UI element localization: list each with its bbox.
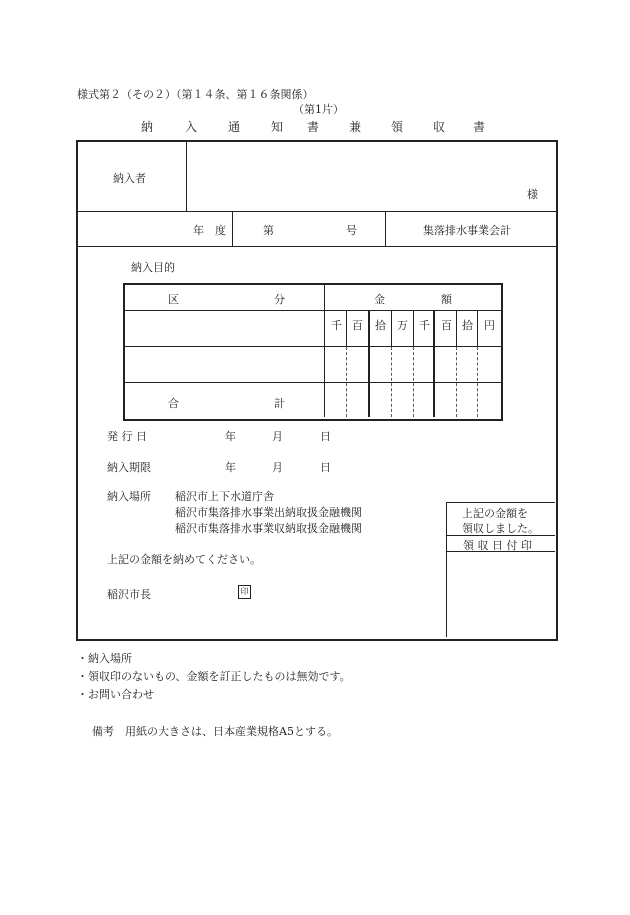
title-char: 書 bbox=[307, 120, 320, 134]
divider bbox=[385, 212, 386, 247]
note-item: ・納入場所 bbox=[77, 652, 132, 665]
receipt-stamp-area[interactable] bbox=[448, 553, 554, 635]
receipt-divider bbox=[446, 502, 447, 637]
title-char: 収 bbox=[433, 120, 446, 134]
title-char: 納 bbox=[141, 120, 154, 134]
total-label: 計 bbox=[274, 397, 285, 410]
due-day: 日 bbox=[320, 461, 331, 474]
copy-label: （第1片） bbox=[293, 103, 344, 116]
due-month: 月 bbox=[272, 461, 283, 474]
divider bbox=[78, 211, 556, 212]
number-prefix: 第 bbox=[263, 224, 274, 237]
payer-name-field[interactable] bbox=[190, 145, 515, 207]
purpose-label: 納入目的 bbox=[131, 261, 175, 274]
payer-label: 納入者 bbox=[113, 172, 146, 185]
digit-label: 万 bbox=[397, 319, 408, 332]
title-char: 通 bbox=[228, 120, 241, 134]
total-label: 合 bbox=[168, 397, 179, 410]
title-char: 知 bbox=[271, 120, 284, 134]
amount-header: 額 bbox=[441, 293, 452, 306]
receipt-divider bbox=[446, 502, 555, 503]
note-item: ・お問い合わせ bbox=[77, 688, 154, 701]
receipt-stamp-label: 領 収 日 付 印 bbox=[463, 539, 532, 552]
issue-date-label: 発 行 日 bbox=[107, 430, 147, 443]
mayor-seal: 印 bbox=[238, 585, 251, 599]
note-item: ・領収印のないもの、金額を訂正したものは無効です。 bbox=[77, 670, 351, 683]
title-char: 書 bbox=[473, 120, 486, 134]
payer-honorific: 様 bbox=[527, 188, 538, 201]
receipt-text: 上記の金額を bbox=[462, 507, 528, 520]
fiscal-year-label: 年 度 bbox=[193, 224, 226, 237]
table-line bbox=[456, 311, 457, 346]
divider bbox=[78, 246, 556, 247]
digit-label: 百 bbox=[352, 319, 363, 332]
table-line bbox=[413, 311, 414, 346]
amount-input[interactable] bbox=[327, 349, 499, 380]
divider bbox=[186, 142, 187, 212]
due-date-label: 納入期限 bbox=[107, 461, 151, 474]
digit-label: 千 bbox=[419, 319, 430, 332]
table-line bbox=[125, 382, 501, 383]
place-line: 稲沢市集落排水事業収納取扱金融機関 bbox=[175, 522, 362, 535]
form-number: 様式第２（その２）（第１４条、第１６条関係） bbox=[77, 88, 314, 101]
due-year: 年 bbox=[225, 461, 236, 474]
digit-label: 円 bbox=[484, 319, 495, 332]
digit-label: 千 bbox=[331, 319, 342, 332]
table-line bbox=[391, 311, 392, 346]
table-line bbox=[125, 310, 501, 311]
table-line bbox=[346, 311, 347, 346]
title-char: 領 bbox=[391, 120, 404, 134]
issue-month: 月 bbox=[272, 430, 283, 443]
digit-label: 拾 bbox=[375, 319, 386, 332]
place-line: 稲沢市上下水道庁舎 bbox=[175, 490, 274, 503]
amount-header: 金 bbox=[374, 293, 385, 306]
title-char: 兼 bbox=[349, 120, 362, 134]
place-label: 納入場所 bbox=[107, 490, 151, 503]
remark: 備考 用紙の大きさは、日本産業規格A5とする。 bbox=[92, 725, 338, 738]
table-line bbox=[324, 285, 325, 417]
category-header: 区 bbox=[168, 293, 179, 306]
title-char: 入 bbox=[185, 120, 198, 134]
category-header: 分 bbox=[274, 293, 285, 306]
issue-year: 年 bbox=[225, 430, 236, 443]
payment-request: 上記の金額を納めてください。 bbox=[107, 553, 261, 566]
number-suffix: 号 bbox=[346, 224, 357, 237]
divider bbox=[232, 212, 233, 247]
table-line bbox=[125, 346, 501, 347]
mayor-label: 稲沢市長 bbox=[107, 588, 151, 601]
table-line bbox=[477, 311, 478, 346]
digit-label: 百 bbox=[441, 319, 452, 332]
digit-label: 拾 bbox=[462, 319, 473, 332]
account-name: 集落排水事業会計 bbox=[423, 224, 511, 237]
total-amount-input[interactable] bbox=[327, 385, 499, 415]
receipt-text: 領収しました。 bbox=[462, 522, 539, 535]
place-line: 稲沢市集落排水事業出納取扱金融機関 bbox=[175, 506, 362, 519]
issue-day: 日 bbox=[320, 430, 331, 443]
category-input[interactable] bbox=[127, 349, 322, 380]
